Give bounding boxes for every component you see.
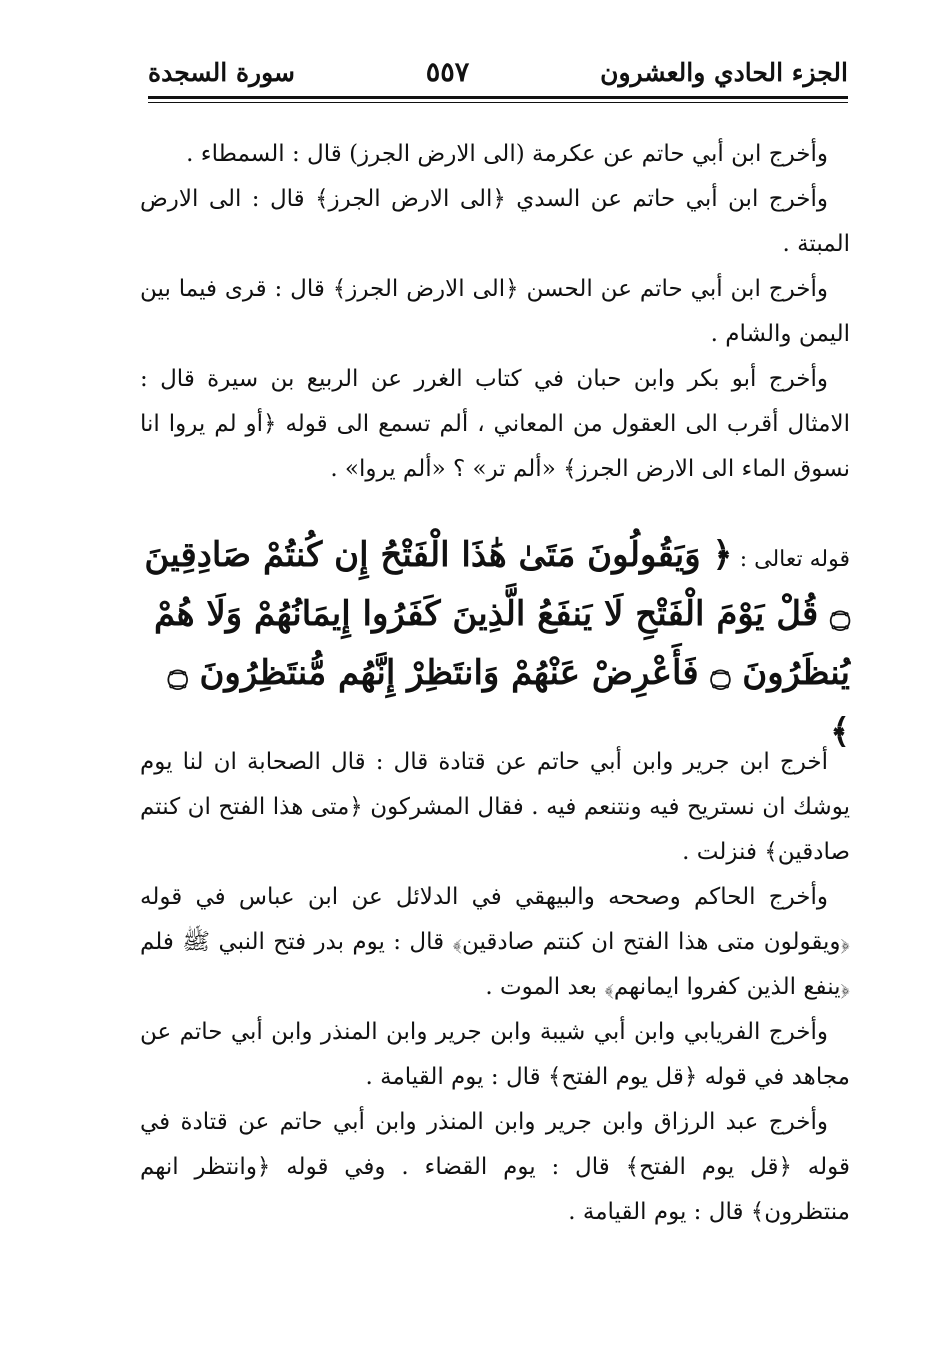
part-title: الجزء الحادي والعشرون: [600, 57, 848, 87]
narration-paragraph: وأخرج أبو بكر وابن حبان في كتاب الغرر عن الربيع بن سيرة قال : الامثال أقرب الى العقول من المعاني ، ألم تسمع الى قوله ﴿أو لم يروا انا نسوق الماء الى الارض الجرز﴾ «ألم تر» ؟ «ألم يروا» .: [140, 366, 850, 482]
page-header: [148, 52, 848, 92]
narrations-block-1: [140, 132, 850, 492]
narration-paragraph: وأخرج الفريابي وابن أبي شيبة وابن جرير وابن المنذر وابن أبي حاتم عن مجاهد في قوله ﴿قل يوم الفتح﴾ قال : يوم القيامة .: [140, 1019, 850, 1090]
header-rule-thin: [148, 102, 848, 103]
quran-verse-text: ﴿ وَيَقُولُونَ مَتَىٰ هَٰذَا الْفَتْحُ إِن كُنتُمْ صَادِقِينَ ۝ قُلْ يَوْمَ الْفَتْحِ لَا يَنفَعُ الَّذِينَ كَفَرُوا إِيمَانُهُمْ وَلَا هُمْ يُنظَرُونَ ۝ فَأَعْرِضْ عَنْهُمْ وَانتَظِرْ إِنَّهُم مُّنتَظِرُونَ ۝ ﴾: [144, 535, 850, 752]
narration-paragraph: أخرج ابن جرير وابن أبي حاتم عن قتادة قال : قال الصحابة ان لنا يوم يوشك ان نستريح فيه ونتنعم فيه . فقال المشركون ﴿متى هذا الفتح ان كنتم صادقين﴾ فنزلت .: [140, 749, 850, 865]
quran-verse-block: [140, 528, 850, 764]
narrations-block-2: [140, 740, 850, 1235]
narration-paragraph: وأخرج ابن أبي حاتم عن الحسن ﴿الى الارض الجرز﴾ قال : قرى فيما بين اليمن والشام .: [140, 276, 850, 347]
narration-paragraph: وأخرج عبد الرزاق وابن جرير وابن المنذر وابن أبي حاتم عن قتادة في قوله ﴿قل يوم الفتح﴾ قال : يوم القضاء . وفي قوله ﴿وانتظر انهم منتظرون﴾ قال : يوم القيامة .: [140, 1109, 850, 1225]
narration-paragraph: وأخرج الحاكم وصححه والبيهقي في الدلائل عن ابن عباس في قوله ﴿ويقولون متى هذا الفتح ان كنتم صادقين﴾ قال : يوم بدر فتح النبي ﷺ فلم ﴿ينفع الذين كفروا ايمانهم﴾ بعد الموت .: [140, 884, 850, 1000]
narration-paragraph: وأخرج ابن أبي حاتم عن السدي ﴿الى الارض الجرز﴾ قال : الى الارض المبتة .: [140, 186, 850, 257]
narration-paragraph: وأخرج ابن أبي حاتم عن عكرمة (الى الارض الجرز) قال : السمطاء .: [186, 141, 828, 167]
surah-title: سورة السجدة: [148, 57, 295, 87]
page-number: ٥٥٧: [425, 56, 470, 88]
verse-intro-label: قوله تعالى :: [739, 547, 850, 572]
header-rule-thick: [148, 96, 848, 99]
